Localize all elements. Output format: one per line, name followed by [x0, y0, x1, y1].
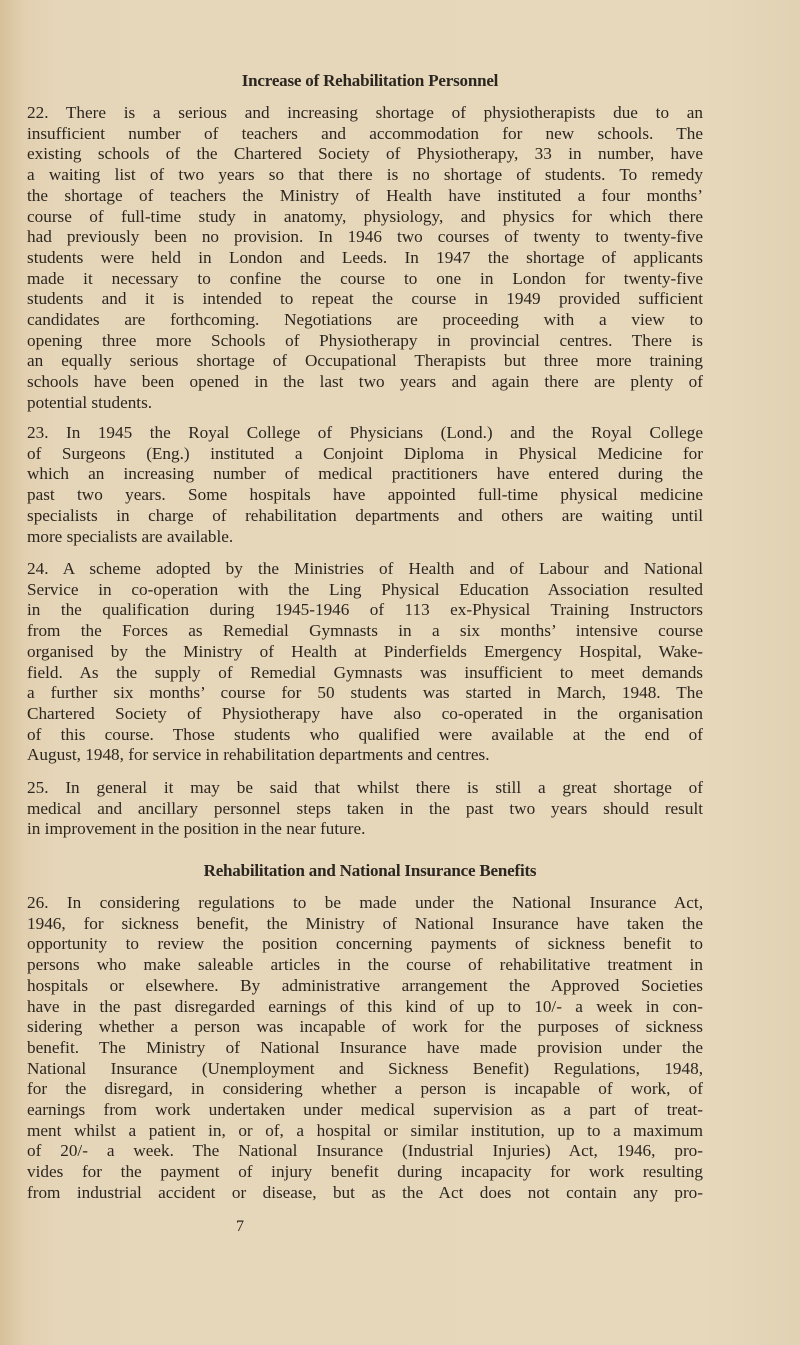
text-line: of 20/- a week. The National Insurance (Industrial Injuries) Act, 1946, pro- [27, 1141, 703, 1161]
text-line: 25. In general it may be said that whilst there is still a great shortage of [27, 778, 703, 797]
text-line: specialists in charge of rehabilitation departments and others are waiting until [27, 505, 703, 525]
text-line: 23. In 1945 the Royal College of Physicians (Lond.) and the Royal College [27, 423, 703, 442]
text-line: schools have been opened in the last two years and again there are plenty of [27, 372, 703, 392]
text-line: earnings from work undertaken under medical supervision as a part of treat- [27, 1100, 703, 1120]
text-line: 24. A scheme adopted by the Ministries of Health and of Labour and National [27, 559, 703, 578]
paragraph-25 [27, 778, 703, 840]
text-line: past two years. Some hospitals have appointed full-time physical medicine [27, 485, 703, 505]
text-line: an equally serious shortage of Occupational Therapists but three more training [27, 351, 703, 371]
text-line: potential students. [27, 392, 153, 412]
text-line: organised by the Ministry of Health at Pinderfields Emergency Hospital, Wake- [27, 641, 703, 661]
page-number: 7 [236, 1218, 244, 1235]
text-line: the shortage of teachers the Ministry of Health have instituted a four months’ [27, 185, 703, 205]
text-line: had previously been no provision. In 1946 two courses of twenty to twenty-five [27, 227, 703, 247]
text-line: National Insurance (Unemployment and Sickness Benefit) Regulations, 1948, [27, 1058, 703, 1078]
paragraph-24 [27, 559, 703, 766]
text-line: insufficient number of teachers and accommodation for new schools. The [27, 123, 703, 143]
text-line: a waiting list of two years so that there is no shortage of students. To remedy [27, 165, 703, 185]
text-line: sidering whether a person was incapable of work for the purposes of sickness [27, 1017, 703, 1037]
text-line: more specialists are available. [27, 526, 234, 546]
text-line: opportunity to review the position concerning payments of sickness benefit to [27, 934, 703, 954]
paragraph-22 [27, 103, 703, 414]
text-line: 1946, for sickness benefit, the Ministry of National Insurance have taken the [27, 913, 703, 933]
text-line: in the qualification during 1945-1946 of 113 ex-Physical Training Instructors [27, 600, 703, 620]
text-line: for the disregard, in considering whether a person is incapable of work, of [27, 1079, 703, 1099]
paragraph-26 [27, 893, 703, 1204]
text-line: August, 1948, for service in rehabilitation departments and centres. [27, 745, 490, 765]
text-line: have in the past disregarded earnings of this kind of up to 10/- a week in con- [27, 996, 703, 1016]
text-line: made it necessary to confine the course to one in London for twenty-five [27, 268, 703, 288]
text-line: Service in co-operation with the Ling Physical Education Association resulted [27, 579, 703, 599]
text-line: of Surgeons (Eng.) instituted a Conjoint Diploma in Physical Medicine for [27, 443, 703, 463]
text-line: hospitals or elsewhere. By administrative arrangement the Approved Societies [27, 975, 703, 995]
text-line: a further six months’ course for 50 students was started in March, 1948. The [27, 683, 703, 703]
text-line: medical and ancillary personnel steps taken in the past two years should result [27, 798, 703, 818]
section-heading-insurance: Rehabilitation and National Insurance Benefits [203, 861, 537, 880]
text-line: 26. In considering regulations to be made under the National Insurance Act, [27, 893, 703, 912]
text-line: from the Forces as Remedial Gymnasts in a six months’ intensive course [27, 621, 703, 641]
text-line: ment whilst a patient in, or of, a hospital or similar institution, up to a maximum [27, 1120, 703, 1140]
text-line: existing schools of the Chartered Society of Physiotherapy, 33 in number, have [27, 144, 703, 164]
text-line: course of full-time study in anatomy, physiology, and physics for which there [27, 206, 703, 226]
text-line: candidates are forthcoming. Negotiations are proceeding with a view to [27, 310, 703, 330]
text-line: vides for the payment of injury benefit during incapacity for work resulting [27, 1162, 703, 1182]
text-line: field. As the supply of Remedial Gymnasts was insufficient to meet demands [27, 662, 703, 682]
section-heading-personnel: Increase of Rehabilitation Personnel [241, 71, 499, 90]
text-line: from industrial accident or disease, but as the Act does not contain any pro- [27, 1182, 703, 1202]
text-line: in improvement in the position in the near future. [27, 819, 366, 839]
text-line: opening three more Schools of Physiotherapy in provincial centres. There is [27, 330, 703, 350]
text-line: 22. There is a serious and increasing shortage of physiotherapists due to an [27, 103, 703, 122]
text-line: persons who make saleable articles in the course of rehabilitative treatment in [27, 955, 703, 975]
text-line: benefit. The Ministry of National Insurance have made provision under the [27, 1037, 703, 1057]
text-line: students were held in London and Leeds. In 1947 the shortage of applicants [27, 247, 703, 267]
text-line: Chartered Society of Physiotherapy have also co-operated in the organisation [27, 703, 703, 723]
paragraph-23 [27, 423, 703, 547]
text-line: of this course. Those students who qualified were available at the end of [27, 724, 703, 744]
text-line: which an increasing number of medical practitioners have entered during the [27, 464, 703, 484]
text-line: students and it is intended to repeat the course in 1949 provided sufficient [27, 289, 703, 309]
